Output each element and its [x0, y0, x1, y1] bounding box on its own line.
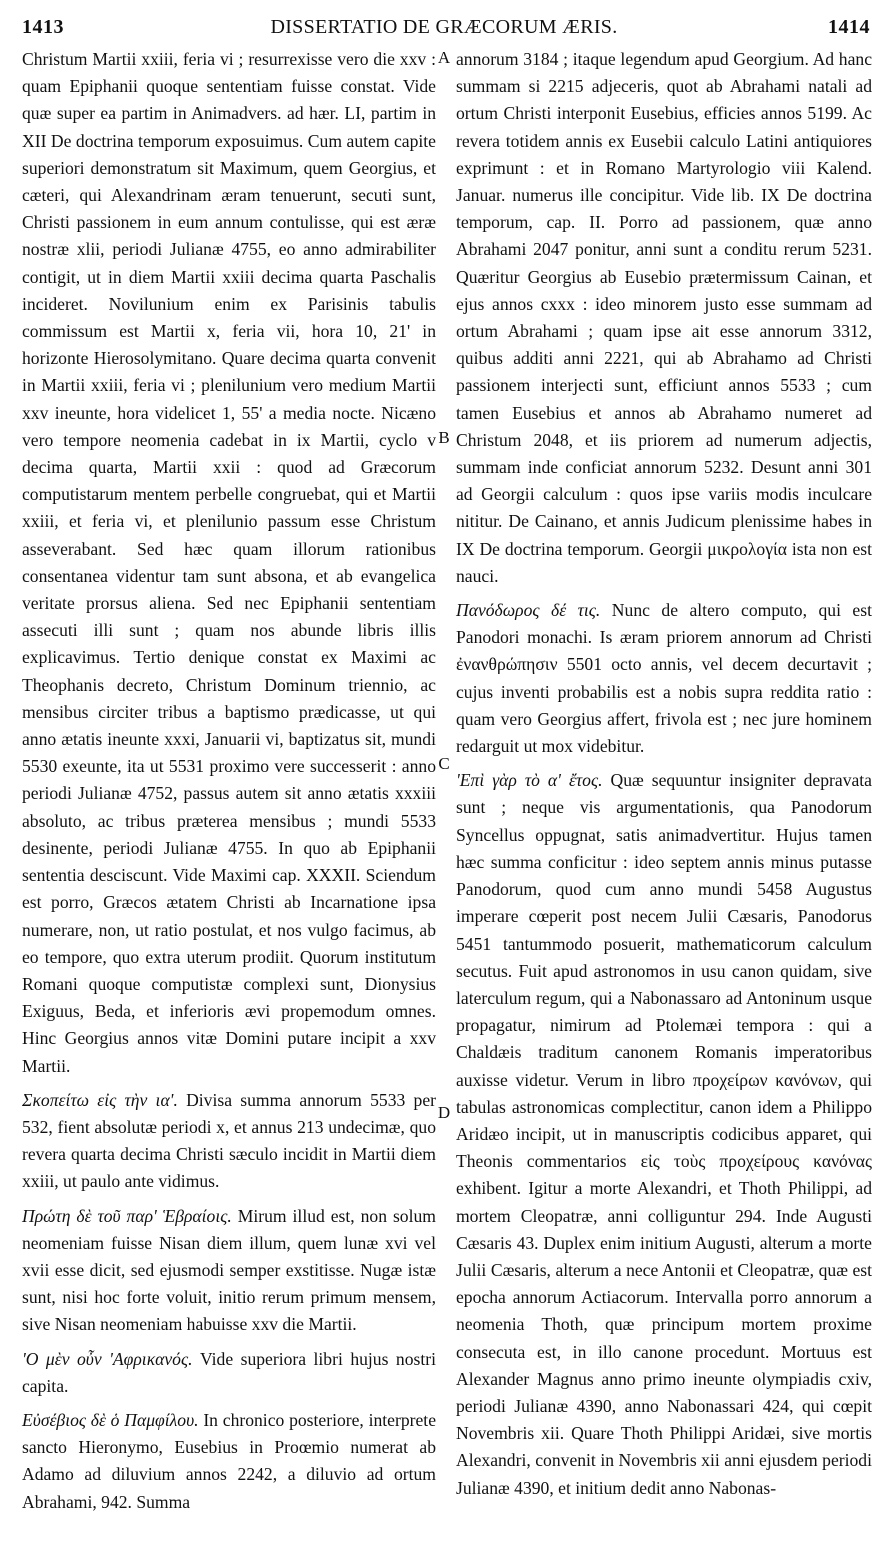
paragraph-text: Christum Martii xxiii, feria vi ; resurrexisse vero die xxv : quam Epiphanii quoque sententiam fuisse constat. Vide quæ super ea partim in Animadvers. ad hær. LI, partim in XII De doctrina temporum exposuimus. Cum autem capite superiori demonstratum sit Maximum, quem Georgius, et cæteri, qui Alexandrinam æram tenuerunt, secuti sunt, Christi passionem in eum annum contulisse, qui est æræ nostræ xlii, periodi Julianæ 4755, eo anno admirabiliter contigit, ut in diem Martii xxiii decima quarta Paschalis incideret. Novilunium enim ex Parisinis tabulis commissum est Martii x, feria vii, hora 10, 21' in horizonte Hierosolymitano. Quare decima quarta convenit in Martii xxiii, feria vi ; plenilunium vero medium Martii xxv ineunte, hora videlicet 1, 55' a media nocte. Nicæno vero tempore neomenia cadebat in ix Martii, cyclo v decima quarta, Martii xxii : quod ad Græcorum computistarum mentem perbelle congruebat, qui et Martii xxiii, et feria vi, et plenilunio passum esse Christum asseverabant. Sed hæc quam illorum rationibus consentanea videntur tam sunt absona, et ab evangelica veritate prorsus aliena. Sed nec Epiphanii sententiam assecuti illi sunt ; quam nos abunde libris illis explicavimus. Tertio denique constat ex Maximi ac Theophanis decreto, Christum Dominum triennio, ac mensibus circiter tribus a baptismo prædicasse, ut qui anno ætatis ineunte xxxi, Januarii vi, baptizatus sit, mundi 5530 exeunte, ita ut 5531 proximo vere successerit : anno periodi Julianæ 4752, passus autem sit anno ætatis xxxiii absoluto, ac tribus præterea mensibus ; mundi 5533 desinente, periodi Julianæ 4755. In quo ab Epiphanii sententia desciscunt. Vide Maximi cap. XXXII. Sciendum est porro, Græcos ætatem Christi ab Incarnatione ipsa numerare, non, ut ratio postulat, et nos vulgo facimus, ab eo tempore, quo extra uterum prodiit. Quorum institutum Romani quoque computistæ complexi sunt, Dionysius Exiguus, Beda, et inferioris ævi propemodum omnes. Hinc Georgius annos vitæ Domini putare incipit a xxv Martii.	[22, 49, 436, 1076]
page-number-right: 1414	[828, 16, 870, 38]
paragraph-text: In chronico posteriore, interprete sancto Hieronymo, Eusebius in Proœmio numerat ab Adamo ad diluvium annos 2242, a diluvio ad ortum Abrahami, 942. Summa	[22, 1409, 437, 1512]
running-header	[0, 0, 888, 48]
margin-letter-c: C	[438, 754, 450, 773]
margin-letter-a: A	[437, 48, 451, 67]
paragraph	[22, 1087, 436, 1196]
paragraph-text: Quæ sequuntur insigniter depravata sunt ; neque vis argumentationis, qua Panodorum Syncellus oppugnat, satis animadvertitur. Hujus tamen hæc summa conficitur : ideo septem annis minus putasse Panodorum, quod cum anno mundi 5458 Augustus imperare cœperit post necem Julii Cæsaris, Panodorus 5451 tantummodo posuerit, mathematicorum calculum secutus. Fuit apud astronomos in usu canon quidam, sive laterculum regum, qui a Nabonassaro ad Antoninum usque propagatur, nimirum ad Ptolemæi tempora : qui a Chaldæis traditum canonem Romanis imperatoribus auxisse videtur. Verum in libro προχείρων κανόνων, qui tabulas astronomicas complectitur, canon idem a Philippo Aridæo incipit, ut in manuscriptis codicibus apparet, qui Theonis commentarios εἰς τοὺς προχείρους κανόνας exhibent. Igitur a morte Alexandri, et Thoth Philippi, ad mortem Cleopatræ, anni colliguntur 294. Inde Augusti Cæsaris 43. Duplex enim initium Augusti, alterum a morte Julii Cæsaris, alterum a nece Antonii et Cleopatræ, quæ est epocha annorum Actiacorum. Intervalla porro annorum a neomenia Thoth, quæ principum mortem proxime consecuta est, in illo canone procedunt. Mortuus est Alexander Magnus anno primo ineunte olympiadis cxiv, periodi Julianæ 4390, anno Nabonassari 424, qui cœpit Novembris xii. Quare Thoth Philippi Aridæi, sive mortis Alexandri, convenit in Novembris xii anni ejusdem periodi Julianæ 4390, et initium dedit anno Nabonas-	[456, 770, 872, 1498]
paragraph-text: Vide superiora libri hujus nostri capita.	[22, 1348, 436, 1396]
margin-letter-b: B	[438, 428, 450, 447]
paragraph-text: annorum 3184 ; itaque legendum apud Georgium. Ad hanc summam si 2215 adjeceris, quot ab Abrahami natali ad ortum Christi interponit Eusebius, efficies annos 5199. Ac revera totidem annis ex Eusebii calculo Latini antiquiores exprimunt : et in Romano Martyrologio viii Kalend. Januar. numerus ille concipitur. Vide lib. IX De doctrina temporum, cap. II. Porro ad passionem, quæ anno Abrahami 2047 ponitur, anni sunt a conditu rerum 5231. Quæritur Georgius ab Eusebio prætermissum Cainan, et ejus annos cxxx : ideo minorem justo esse summam ad ortum Abrahami ; quam ipse ait esse annorum 3312, quibus additi anni 2221, qui ab Abrahamo ad Christi passionem interjecti sunt, efficiunt annos 5533 ; cum tamen Eusebius et annos ab Abrahamo numeret ad Christum 2048, et iis priorem ad numerum adjectis, summam inde conficiat annorum 5232. Desunt anni 301 ad Georgii calculum : quos ipse variis modis inculcare nititur. De Cainano, et annis Judicum plenissime habes in IX De doctrina temporum. Georgii μικρολογία ista non est nauci.	[456, 49, 872, 586]
greek-lemma: Πρώτη δὲ τοῦ παρ' Ἑβραίοις.	[22, 1205, 232, 1226]
left-column	[22, 46, 436, 1516]
paragraph	[456, 597, 872, 760]
paragraph	[22, 1407, 436, 1516]
paragraph-text: Mirum illud est, non solum neomeniam fuisse Nisan diem illum, quem lunæ xvi vel xvii esse dicit, sed ejusmodi semper exstitisse. Nugæ istæ sunt, nisi hoc forte voluit, initio rerum primum mensem, sive Nisan neomeniam habuisse xxv die Martii.	[22, 1205, 436, 1335]
margin-letter-d: D	[437, 1103, 451, 1122]
paragraph	[456, 767, 872, 1501]
page-number-left: 1413	[22, 16, 64, 38]
greek-lemma: Σκοπείτω εἰς τὴν ια'.	[22, 1089, 178, 1110]
greek-lemma: 'Ο μὲν οὖν 'Αφρικανός.	[22, 1348, 193, 1369]
paragraph	[22, 1346, 436, 1400]
paragraph	[456, 46, 872, 590]
paragraph	[22, 1203, 436, 1339]
paragraph-text: Divisa summa annorum 5533 per 532, fient absolutæ periodi x, et annus 213 undecimæ, quo revera quarta decima Christi sæculo incidit in Martii diem xxiii, ut paulo ante vidimus.	[22, 1089, 436, 1192]
paragraph-text: Nunc de altero computo, qui est Panodori monachi. Is æram priorem annorum ad Christi ἐνανθρώπησιν 5501 octo annis, vel decem decurtavit ; cujus inventi probabilis est a nobis supra reddita ratio : quam vero Georgius affert, frivola est ; nec jure hominem redarguit ut mox videbitur.	[456, 600, 872, 757]
running-title: DISSERTATIO DE GRÆCORUM ÆRIS.	[270, 16, 618, 38]
greek-lemma: Εὐσέβιος δὲ ὁ Παμφίλου.	[22, 1409, 199, 1430]
paragraph	[22, 46, 436, 1080]
greek-lemma: Πανόδωρος δέ τις.	[456, 600, 601, 621]
greek-lemma: 'Επὶ γὰρ τὸ α' ἔτος.	[456, 770, 603, 791]
right-column	[456, 46, 872, 1502]
